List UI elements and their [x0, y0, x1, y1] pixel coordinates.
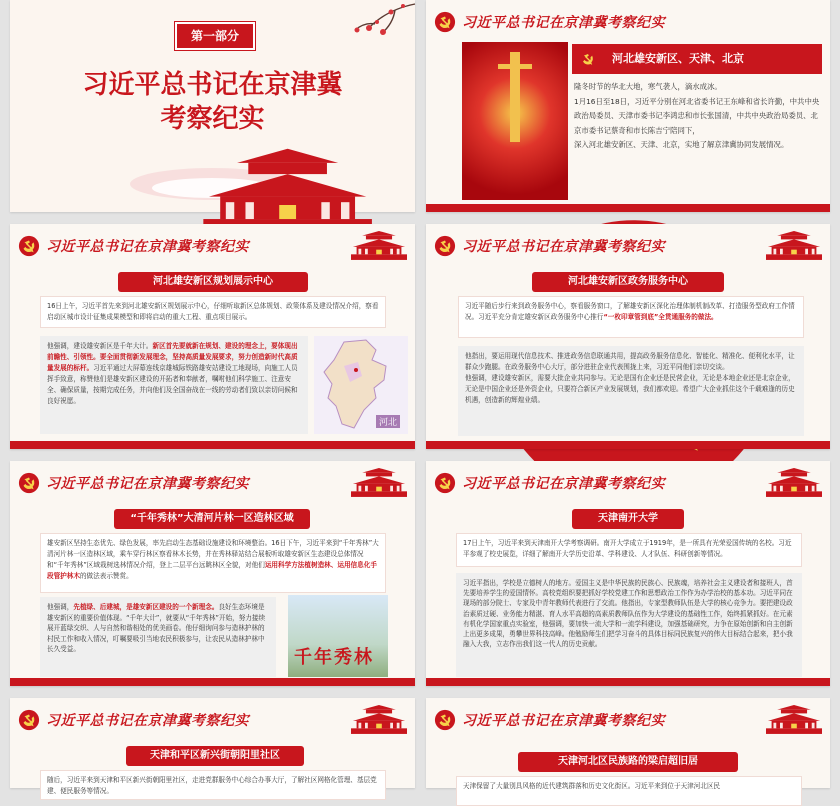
section-title: 河北雄安新区政务服务中心	[532, 272, 724, 292]
intro-text	[458, 296, 804, 338]
tiananmen-gate-icon	[766, 467, 822, 497]
section-title: 天津南开大学	[572, 509, 684, 529]
slide-header	[434, 232, 665, 260]
quote-emphasis: 新区首先要就新在规划、建设的理念上，要体现出前瞻性、引领性。要全面贯彻新发展理念，坚持高质量发展要求，努力创造新时代高质量发展的标杆。	[47, 342, 298, 372]
tiananmen-gate-icon	[351, 467, 407, 497]
forest-photo	[288, 595, 388, 677]
map-label: 河北	[376, 415, 400, 428]
tiananmen-gate-icon	[130, 140, 295, 202]
intro-text: 16日上午，习近平首先来到河北雄安新区规划展示中心，仔细听取新区总体规划、政策体系及建设情况介绍，察看启动区城市设计征集成果模型和即将启动的重大工程、重点项目展示。	[40, 296, 386, 328]
body-part: 良好生态环境是雄安新区的重要价值体现。“千年大计”，就要从“千年秀林”开始，努力接续展开蓝绿交织、人与自然和谐相处的优美画卷。他仔细询问参与造林护林的村民工作和收入情况，叮嘱要吸引当地农民积极参与，让农民从造林护林中长久受益。	[47, 603, 266, 653]
intro-emphasis: 运用科学方法植树造林、运用信息化手段管护林木	[47, 561, 377, 580]
header-title: 习近平总书记在京津冀考察纪实	[46, 239, 249, 255]
slide-header	[18, 706, 249, 734]
party-emblem-icon	[434, 709, 456, 731]
section-title-bar: 河北雄安新区、天津、北京	[572, 44, 822, 74]
paragraph: 深入河北雄安新区、天津、北京，实地了解京津冀协同发展情况。	[574, 140, 789, 149]
intro-text	[40, 533, 386, 593]
hebei-map	[314, 336, 408, 434]
quote-part: 习近平通过大屏幕连线京雄城际铁路雄安站建设工地现场，向施工人员挥手致意，称赞他们是雄安新区建设的开拓者和奉献者，嘱咐他们科学施工、注意安全、确保质量，按期完成任务，并向他们及全国奋战在一线的劳动者们致以亲切问候和良好祝愿。	[47, 364, 298, 405]
intro-part: 雄安新区坚持生态优先、绿色发展，率先启动生态基础设施建设和环境整治。16日下午，习近平来到“千年秀林”大清河片林一区造林区域，乘车穿行林区察看林木长势，并在秀林驿站结合展板听取雄安新区生态建设总体情况和“千年秀林”区域栽树选林情况介绍，登上二层平台远眺林区全貌，对他们	[47, 539, 379, 569]
body-text	[40, 597, 276, 677]
slide-hebei-tianjin-beijing[interactable]	[426, 0, 830, 212]
section-title: 天津河北区民族路的梁启超旧居	[518, 752, 738, 772]
paragraph: 他强调，建设雄安新区，需要大批企业共同参与。无论是国有企业还是民营企业，无论是本地企业还是北京企业，无论是中国企业还是外资企业，只要符合新区产业发展规划，我们都欢迎。希望广大企业抓住这个千载难逢的历史机遇，创造新的辉煌业绩。	[465, 374, 795, 404]
party-emblem-icon	[18, 235, 40, 257]
party-emblem-icon	[434, 235, 456, 257]
paragraph: 1月16日至18日，习近平分别在河北省委书记王东峰和省长许勤，中共中央政治局委员、天津市委书记李鸿忠和市长张国清，中共中央政治局委员、北京市委书记蔡奇和市长陈吉宁陪同下，	[574, 96, 820, 135]
header-title: 习近平总书记在京津冀考察纪实	[462, 15, 665, 31]
header-title: 习近平总书记在京津冀考察纪实	[46, 476, 249, 492]
bottom-bar	[426, 204, 830, 212]
cover-title-line2: 考察纪实	[160, 104, 265, 134]
header-title: 习近平总书记在京津冀考察纪实	[462, 476, 665, 492]
body-part: 他强调，	[47, 603, 74, 611]
forest-sign: 千年秀林	[294, 647, 374, 668]
intro-emphasis: “一枚印章管到底”全贯通服务的做法。	[603, 313, 718, 321]
tiananmen-gate-icon	[766, 704, 822, 734]
bottom-bar	[10, 441, 415, 449]
intro-part: 的做法表示赞赏。	[79, 572, 133, 580]
section-title: 河北雄安新区规划展示中心	[118, 272, 308, 292]
slide-chaoyangli-community[interactable]	[10, 698, 415, 795]
intro-text: 天津保留了大量别具风格的近代建筑群落和历史文化街区。习近平来到位于天津河北区民	[456, 776, 802, 806]
header-title: 习近平总书记在京津冀考察纪实	[462, 239, 665, 255]
intro-text: 17日上午，习近平来到天津南开大学考察调研。南开大学成立于1919年，是一所具有光荣爱国传统的名校。习近平参观了校史展览，详细了解南开大学历史沿革、学科建设、人才队伍、科研创新等情况。	[456, 533, 802, 567]
cover-title	[10, 68, 415, 136]
bottom-bar	[426, 678, 830, 686]
paragraph: 隆冬时节的华北大地，寒气袭人，滴水成冰。	[574, 82, 722, 91]
slide-xiongan-service-center[interactable]	[426, 224, 830, 449]
slide-header	[434, 469, 665, 497]
slide-millennium-forest[interactable]	[10, 461, 415, 686]
slide-header	[18, 469, 249, 497]
bottom-bar	[426, 441, 830, 449]
party-emblem-icon	[18, 709, 40, 731]
party-emblem-icon	[434, 11, 456, 33]
part-label: 第一部分	[175, 22, 255, 50]
cover-title-line1: 习近平总书记在京津冀	[82, 70, 343, 100]
bottom-bar	[10, 678, 415, 686]
slide-header	[18, 232, 249, 260]
body-text: 习近平指出，学校是立德树人的地方。爱国主义是中华民族的民族心、民族魂，培养社会主义建设者和接班人，首先要培养学生的爱国情怀。高校党组织要把抓好学校党建工作和思想政治工作作为办学治校的基本功。习近平同在现场的部分院士、专家及中青年教师代表进行了交流。他指出，专家型教师队伍是大学的核心竞争力。要把建设政治素质过硬、业务能力精湛、育人水平高超的高素质教师队伍作为大学建设的基础性工作，始终抓紧抓好。在元素有机化学国家重点实验室，他强调，要加快一流大学和一流学科建设，加强基础研究，力争在原始创新和自主创新上出更多成果，勇攀世界科技高峰。他勉励师生们把学习奋斗的具体目标同民族复兴的伟大目标结合起来，把小我融入大我，立志作出我们这一代人的历史贡献。	[456, 573, 802, 677]
slide-liang-qichao-residence[interactable]	[426, 698, 830, 788]
header-title: 习近平总书记在京津冀考察纪实	[46, 713, 249, 729]
party-emblem-image	[462, 42, 568, 200]
huabiao-emblem-icon	[462, 42, 568, 200]
intro-text: 随后，习近平来到天津和平区新兴街朝阳里社区，走进党群服务中心综合办事大厅，了解社区网格化管理、基层党建、便民服务等情况。	[40, 770, 386, 800]
paragraph: 他指出，要运用现代信息技术、推进政务信息联通共用，提高政务服务信息化、智能化、精准化、便利化水平，让群众少跑腿。在政务服务中心大厅，部分进驻企业代表围拢上来，习近平同他们亲切交谈。	[465, 352, 795, 371]
quote-text	[40, 336, 308, 434]
slide-header	[434, 8, 665, 36]
slide-cover[interactable]	[10, 0, 415, 212]
tiananmen-gate-icon	[351, 704, 407, 734]
tiananmen-gate-icon	[766, 230, 822, 260]
slide-header	[434, 706, 665, 734]
slide-xiongan-planning-center[interactable]	[10, 224, 415, 449]
plum-blossom-decoration	[305, 0, 415, 60]
body-emphasis: 先植绿、后建城，是雄安新区建设的一个新理念。	[73, 603, 219, 611]
body-text	[458, 346, 804, 436]
party-emblem-icon	[18, 472, 40, 494]
intro-text	[574, 80, 820, 153]
section-title: 天津和平区新兴街朝阳里社区	[126, 746, 304, 766]
section-title: “千年秀林”大清河片林一区造林区域	[114, 509, 310, 529]
party-emblem-icon	[434, 472, 456, 494]
header-title: 习近平总书记在京津冀考察纪实	[462, 713, 665, 729]
intro-part: 习近平随后步行来到政务服务中心，察看服务窗口，了解雄安新区深化治理体制机制改革、打造服务型政府工作情况。习近平充分肯定雄安新区政务服务中心推行	[465, 302, 795, 321]
slide-nankai-university[interactable]	[426, 461, 830, 686]
tiananmen-gate-icon	[351, 230, 407, 260]
quote-part: 他强调，建设雄安新区是千年大计。	[47, 342, 153, 350]
party-emblem-icon	[578, 49, 598, 69]
